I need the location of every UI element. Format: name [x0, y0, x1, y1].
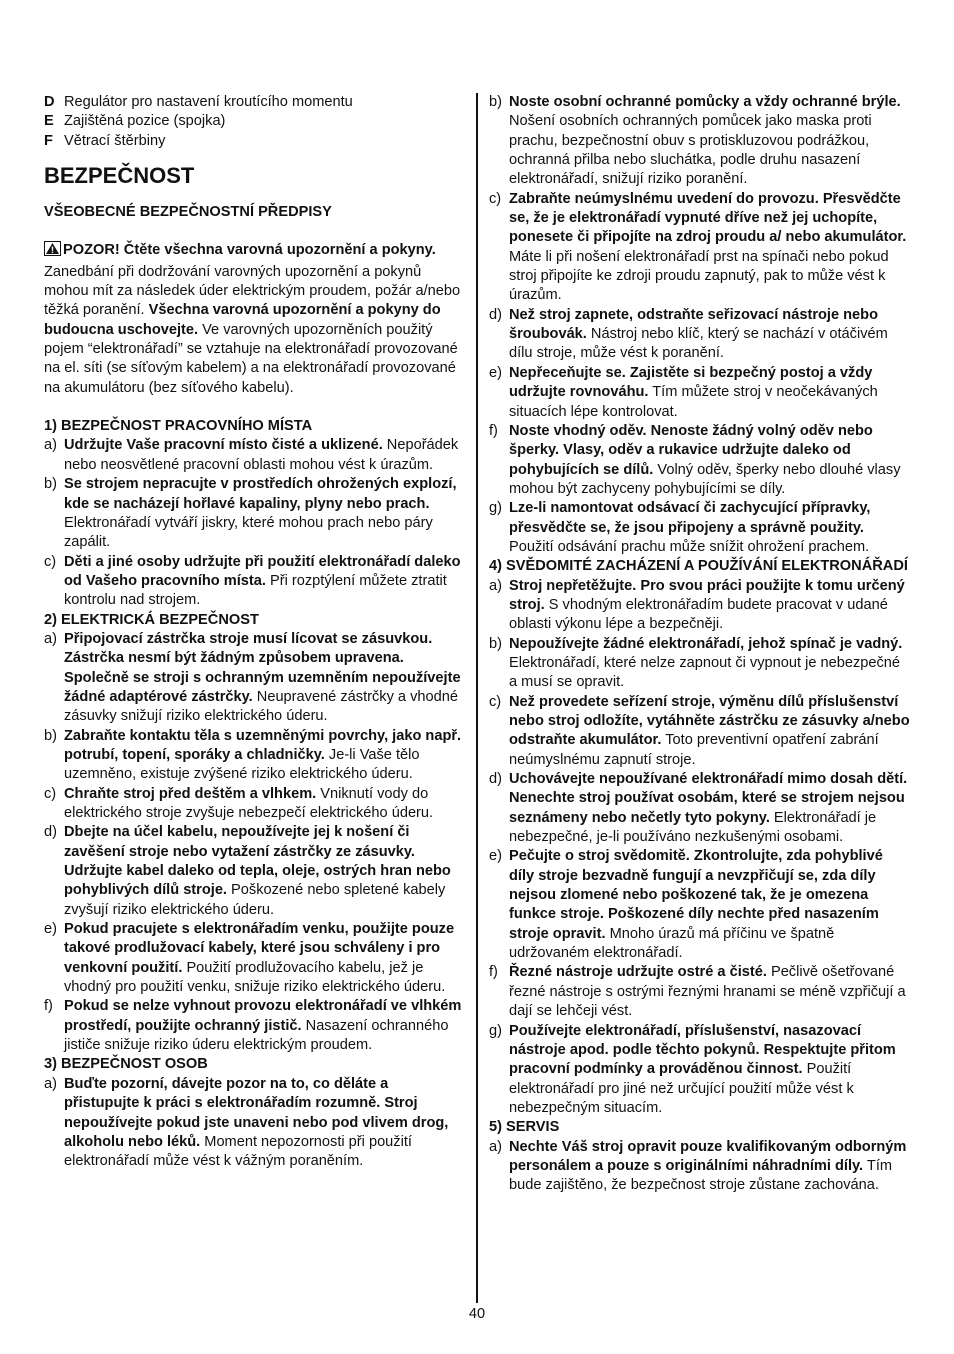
item-plain-text: Neupravené zástrčky a vhodné zásuvky snižují riziko elektrického úderu.	[64, 688, 458, 725]
right-groups	[489, 93, 911, 1196]
left-groups	[44, 417, 464, 1171]
item-label: e)	[489, 364, 502, 381]
item-plain-text: Nasazení ochranného jističe snižuje riziko úderu elektrickým proudem.	[64, 1017, 449, 1054]
item-plain-text: S vhodným elektronářadím budete pracovat v udané oblasti výkonu lépe a bezpečněji.	[509, 596, 888, 633]
list-item	[489, 422, 911, 499]
item-bold-text: Chraňte stroj před deštěm a vlhkem.	[64, 785, 317, 802]
right-column	[489, 93, 911, 1196]
item-label: b)	[489, 94, 502, 110]
item-text	[509, 963, 911, 1021]
item-text	[509, 306, 911, 364]
item-label: f)	[489, 422, 498, 439]
item-label: a)	[44, 437, 57, 454]
list-item	[489, 770, 911, 847]
item-bold-text: Připojovací zástrčka stroje musí lícovat se zásuvkou. Zástrčka nesmí být žádným způsobem upravena. Společně se stroji s ochranným uzemněním nepoužívejte žádné adaptérové zástrčky.	[64, 630, 461, 705]
item-text	[64, 785, 464, 824]
item-plain-text: Nástroj nebo klíč, který se nachází v otáčivém dílu stroje, může vést k poranění.	[509, 326, 888, 362]
item-text	[64, 920, 464, 997]
item-plain-text: Volný oděv, šperky nebo dlouhé vlasy mohou být zachyceny pohybujícími se díly.	[509, 461, 901, 497]
group-heading: 5) SERVIS	[489, 1119, 560, 1136]
legend-text: Větrací štěrbiny	[64, 132, 166, 149]
left-column	[44, 93, 464, 1172]
legend-row	[44, 132, 464, 151]
group-heading: 1) BEZPEČNOST PRACOVNÍHO MÍSTA	[44, 418, 313, 435]
item-plain-text: Použití prodlužovacího kabelu, jež je vhodný pro použití venku, snižuje riziko elektrického úderu.	[64, 959, 446, 996]
item-bold-text: Pokud se nelze vyhnout provozu elektronářadí ve vlhkém prostředí, použijte ochranný jistič.	[64, 998, 462, 1034]
item-text	[64, 1075, 464, 1172]
item-label: d)	[489, 771, 502, 788]
item-plain-text: Při rozptýlení můžete ztratit kontrolu nad strojem.	[64, 572, 447, 609]
item-text	[509, 422, 911, 499]
list-item	[44, 1075, 464, 1172]
item-plain-text: Tím bude zajištěno, že bezpečnost stroje zůstane zachována.	[509, 1157, 893, 1194]
item-label: a)	[44, 630, 57, 647]
item-bold-text: Než stroj zapnete, odstraňte seřizovací nástroje nebo šroubovák.	[509, 306, 878, 343]
item-label: e)	[44, 921, 57, 938]
list-item	[489, 635, 911, 693]
item-bold-text: Řezné nástroje udržujte ostré a čisté.	[509, 964, 767, 981]
intro-bold-2: Všechna varovná upozornění a pokyny do budoucna uschovejte.	[44, 302, 441, 338]
item-plain-text: Elektronářadí, které nelze zapnout či vypnout je nebezpečné a musí se opravit.	[509, 654, 901, 691]
column-divider	[476, 93, 478, 1303]
list-item	[44, 475, 464, 552]
item-bold-text: Nepřeceňujte se. Zajistěte si bezpečný postoj a vždy udržujte rovnováhu.	[509, 364, 873, 401]
item-text	[64, 475, 464, 552]
intro-text-1: Zanedbání při dodržování varovných upozornění a pokynů mohou mít za následek úder elektrickým proudem, požár a/nebo těžká poranění.	[44, 263, 461, 319]
item-label: c)	[489, 693, 502, 710]
item-plain-text: Nošení osobních ochranných pomůcek jako maska proti prachu, bezpečnostní obuv s protiskluzovou podrážkou, ochranná přilba nebo sluchátka, podle druhu nasazení elektronářadí, snižují riziko poranění.	[509, 113, 872, 188]
legend-row	[44, 112, 464, 131]
item-label: d)	[489, 306, 502, 323]
parts-legend	[44, 93, 464, 151]
list-item	[44, 727, 464, 785]
item-label: a)	[44, 1075, 57, 1092]
list-item	[489, 1138, 911, 1196]
item-label: f)	[489, 964, 498, 981]
item-bold-text: Stroj nepřetěžujte. Pro svou práci použijte k tomu určený stroj.	[509, 577, 905, 613]
legend-key: D	[44, 94, 55, 110]
item-text	[509, 577, 911, 635]
list-item	[489, 847, 911, 963]
list-item	[489, 1022, 911, 1119]
list-item	[489, 693, 911, 770]
item-plain-text: Je-li Vaše tělo uzemněno, existuje zvýšené riziko elektrického úderu.	[64, 746, 420, 783]
item-bold-text: Noste vhodný oděv. Nenoste žádný volný oděv nebo šperky. Vlasy, oděv a rukavice udržujte daleko od pohybujících se dílů.	[509, 422, 873, 478]
item-label: c)	[44, 785, 57, 802]
item-label: b)	[44, 476, 57, 493]
list-item	[44, 823, 464, 920]
item-plain-text: Použití odsávání prachu může snížit ohrožení prachem.	[509, 538, 870, 555]
item-text	[509, 1022, 911, 1119]
item-text	[64, 630, 464, 727]
item-bold-text: Udržujte Vaše pracovní místo čisté a uklizené.	[64, 437, 383, 454]
legend-text: Zajištěná pozice (spojka)	[64, 113, 226, 130]
list-item	[489, 963, 911, 1021]
item-label: g)	[489, 1022, 502, 1039]
item-label: g)	[489, 500, 502, 517]
item-bold-text: Děti a jiné osoby udržujte při použití elektronářadí daleko od Vašeho pracovního místa.	[64, 553, 461, 589]
list-item	[44, 630, 464, 727]
group-heading: 3) BEZPEČNOST OSOB	[44, 1056, 208, 1073]
list-item	[44, 785, 464, 824]
group-heading: 2) ELEKTRICKÁ BEZPEČNOST	[44, 611, 259, 628]
item-bold-text: Nechte Váš stroj opravit pouze kvalifikovaným odborným personálem a pouze s originálními náhradními díly.	[509, 1138, 907, 1174]
item-bold-text: Používejte elektronářadí, příslušenství, nasazovací nástroje apod. podle těchto pokynů. Respektujte přitom pracovní podmínky a prováděnou činnost.	[509, 1022, 896, 1078]
item-label: a)	[489, 577, 502, 594]
item-plain-text: Poškozené nebo spletené kabely zvyšují riziko elektrického úderu.	[64, 882, 446, 918]
warning-icon	[44, 241, 61, 262]
list-item	[489, 93, 911, 190]
legend-row	[44, 93, 464, 112]
group-heading: 4) SVĚDOMITÉ ZACHÁZENÍ A POUŽÍVÁNÍ ELEKTRONÁŘADÍ	[489, 558, 908, 575]
item-plain-text: Mnoho úrazů má příčinu ve špatně udržovaném elektronářadí.	[509, 925, 835, 962]
item-bold-text: Dbejte na účel kabelu, nepoužívejte jej k nošení či zavěšení stroje nebo vytažení zástrčky ze zásuvky. Udržujte kabel daleko od tepla, oleje, ostrých hran nebo pohyblivých dílů stroje.	[64, 824, 451, 899]
item-text	[64, 553, 464, 611]
list-item	[44, 553, 464, 611]
item-text	[509, 499, 911, 557]
item-bold-text: Pečujte o stroj svědomitě. Zkontrolujte, zda pohyblivé díly stroje bezvadně fungují a nevzpřičují se, zda díly nejsou zlomené nebo poškozené tak, že je omezena funkce stroje. Poškozené díly nechte před nasazením stroje opravit.	[509, 848, 883, 942]
list-item	[489, 499, 911, 557]
item-label: f)	[44, 998, 53, 1015]
item-bold-text: Noste osobní ochranné pomůcky a vždy ochranné brýle.	[509, 94, 901, 110]
page-number: 40	[468, 1306, 486, 1322]
item-text	[509, 1138, 911, 1196]
list-item	[489, 577, 911, 635]
item-text	[509, 770, 911, 847]
item-bold-text: Zabraňte kontaktu těla s uzemněnými povrchy, jako např. potrubí, topení, sporáky a chladničky.	[64, 727, 462, 763]
item-plain-text: Elektronářadí je nebezpečné, je-li používáno nezkušenými osobami.	[509, 809, 877, 846]
item-bold-text: Nepoužívejte žádné elektronářadí, jehož spínač je vadný.	[509, 635, 903, 652]
legend-text: Regulátor pro nastavení kroutícího momentu	[64, 94, 353, 110]
legend-key: E	[44, 113, 54, 130]
item-text	[64, 997, 464, 1055]
section-title: BEZPEČNOST	[44, 163, 195, 189]
legend-key: F	[44, 132, 53, 149]
item-text	[509, 93, 911, 190]
item-text	[509, 635, 911, 693]
item-bold-text: Než provedete seřízení stroje, výměnu dílů příslušenství nebo stroj odložíte, vytáhněte zástrčku ze zásuvky a/nebo odstraňte akumulátor.	[509, 693, 910, 749]
intro-paragraph	[44, 241, 464, 398]
item-plain-text: Vniknutí vody do elektrického stroje zvyšuje nebezpečí elektrického úderu.	[64, 785, 434, 821]
item-text	[509, 693, 911, 770]
item-plain-text: Máte li při nošení elektronářadí prst na spínači nebo pokud stroj připojíte ke zdroji proudu zapnutý, pak to může vést k úrazům.	[509, 248, 889, 304]
list-item	[489, 306, 911, 364]
item-bold-text: Uchovávejte nepoužívané elektronářadí mimo dosah dětí. Nenechte stroj používat osobám, které se strojem nejsou seznámeny nebo nečetly tyto pokyny.	[509, 771, 908, 826]
intro-bold-1: POZOR! Čtěte všechna varovná upozornění a pokyny.	[63, 242, 436, 259]
item-text	[509, 364, 911, 422]
section-subtitle: VŠEOBECNÉ BEZPEČNOSTNÍ PŘEDPISY	[44, 204, 332, 221]
item-label: a)	[489, 1138, 502, 1155]
intro-text-2: Ve varovných upozorněních použitý pojem “elektronářadí” se vztahuje na elektronářadí provozované na el. síti (se síťovým kabelem) a na elektronářadí provozované na akumulátoru (bez síťového kabelu).	[44, 321, 458, 396]
list-item	[44, 997, 464, 1055]
item-text	[64, 436, 464, 475]
item-plain-text: Toto preventivní opatření zabrání neúmyslnému zapnutí stroje.	[509, 732, 879, 768]
item-plain-text: Elektronářadí vytváří jiskry, které mohou prach nebo páry zapálit.	[64, 514, 433, 551]
item-label: b)	[44, 727, 57, 744]
item-bold-text: Zabraňte neúmyslnému uvedení do provozu. Přesvědčte se, že je elektronářadí vypnuté dříve než jej uchopíte, ponesete či připojíte na zdroj proudu a/ nebo akumulátor.	[509, 190, 907, 246]
item-bold-text: Se strojem nepracujte v prostředích ohrožených explozí, kde se nacházejí hořlavé kapaliny, plyny nebo prach.	[64, 476, 457, 512]
list-item	[489, 364, 911, 422]
item-label: c)	[44, 553, 57, 570]
item-bold-text: Lze-li namontovat odsávací či zachycující přípravky, přesvědčte se, že jsou připojeny a správně použity.	[509, 500, 871, 536]
item-text	[64, 727, 464, 785]
item-plain-text: Moment nepozornosti při použití elektronářadí může vést k vážným poraněním.	[64, 1133, 412, 1170]
item-plain-text: Použití elektronářadí pro jiné než určující použití může vést k nebezpečným situacím.	[509, 1061, 854, 1116]
item-label: e)	[489, 848, 502, 865]
list-item	[44, 436, 464, 475]
item-label: d)	[44, 824, 57, 841]
item-label: b)	[489, 635, 502, 652]
item-plain-text: Pečlivě ošetřované řezné nástroje s ostrými řeznými hranami se méně vzpřičují a dají se lehčeji vést.	[509, 964, 906, 1020]
item-text	[509, 190, 911, 306]
list-item	[489, 190, 911, 306]
item-text	[509, 847, 911, 963]
item-plain-text: Tím můžete stroj v neočekávaných situacích lépe kontrolovat.	[509, 384, 878, 420]
item-text	[64, 823, 464, 920]
item-bold-text: Buďte pozorní, dávejte pozor na to, co děláte a přistupujte k práci s elektronářadím rozumně. Stroj nepoužívejte pokud jste unaveni nebo pod vlivem drog, alkoholu nebo léků.	[64, 1075, 449, 1150]
item-bold-text: Pokud pracujete s elektronářadím venku, použijte pouze takové prodlužovací kabely, které jsou schváleny i pro venkovní použití.	[64, 921, 455, 976]
item-plain-text: Nepořádek nebo neosvětlené pracovní oblasti mohou vést k úrazům.	[64, 437, 459, 473]
item-label: c)	[489, 190, 502, 207]
list-item	[44, 920, 464, 997]
